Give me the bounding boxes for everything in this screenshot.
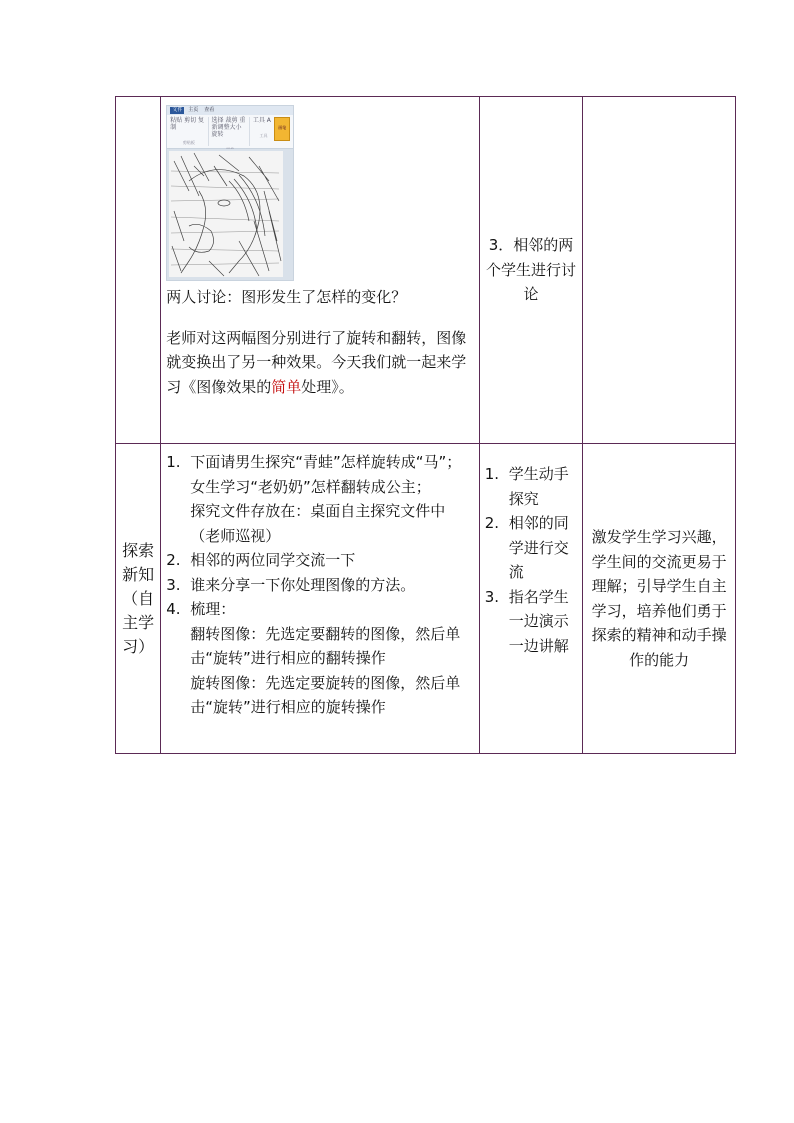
ribbon-group: 粘贴 剪切 复制 剪贴板: [170, 117, 208, 146]
teacher-explanation: 老师对这两幅图分别进行了旋转和翻转，图像就变换出了另一种效果。今天我们就一起来学习《图像效果的简单处理》。: [166, 328, 467, 396]
design-intent-cell-empty: [583, 97, 736, 444]
table-row: [116, 444, 736, 754]
section-label-cell: [116, 444, 161, 754]
student-activity-cell: [479, 444, 583, 754]
list-item: 3. 谁来分享一下你处理图像的方法。: [166, 575, 416, 594]
ribbon-tabs: [167, 106, 293, 115]
horse-sketch-image: [169, 151, 283, 277]
student-steps-list: [485, 462, 579, 658]
list-item: 1. 下面请男生探究“青蛙”怎样旋转成“马”；女生学习“老奶奶”怎样翻转成公主； 探究文件存放在：桌面自主探究文件中（老师巡视）: [166, 453, 462, 545]
list-item: 2. 相邻的两位同学交流一下: [166, 551, 356, 569]
paint-screenshot-image: [166, 105, 294, 281]
student-activity-text: 3．相邻的两个学生进行讨论: [485, 236, 576, 304]
teacher-steps-list: [166, 450, 475, 720]
list-item: 4. 梳理： 翻转图像：先选定要翻转的图像，然后单击“旋转”进行相应的翻转操作 旋转图像：先选定要旋转的图像，然后单击“旋转”进行相应的旋转操作: [166, 600, 461, 716]
section-label: 探索新知（自主学习）: [122, 540, 155, 656]
section-cell-empty: [116, 97, 161, 444]
ribbon-group: 工具 A 工具 画笔: [253, 117, 290, 146]
list-item: 2. 相邻的同学进行交流: [484, 514, 569, 581]
paint-canvas: [167, 149, 293, 280]
ribbon-tab: 文件: [172, 107, 183, 113]
list-item: 1. 学生动手探究: [484, 465, 569, 508]
design-intent-text: 激发学生学习兴趣，学生间的交流更易于理解；引导学生自主学习，培养他们勇于探索的精神和动手操作的能力: [591, 528, 727, 669]
design-intent-cell: [583, 444, 736, 754]
list-item: 3. 指名学生一边演示一边讲解: [484, 587, 569, 655]
teacher-activity-cell: [161, 444, 480, 754]
ribbon-group: 选择 裁剪 重新调整大小 旋转: [212, 117, 250, 146]
student-activity-cell: [479, 97, 583, 444]
brush-icon: 画笔: [274, 117, 290, 141]
discussion-question: 两人讨论：图形发生了怎样的变化？: [166, 288, 407, 306]
table-row: [116, 97, 736, 444]
teacher-activity-cell: [161, 97, 480, 444]
ribbon-body: [167, 115, 293, 149]
lesson-plan-table: [115, 96, 736, 754]
ribbon-tab: 主页: [188, 107, 199, 113]
ribbon-tab: 查看: [204, 107, 215, 113]
